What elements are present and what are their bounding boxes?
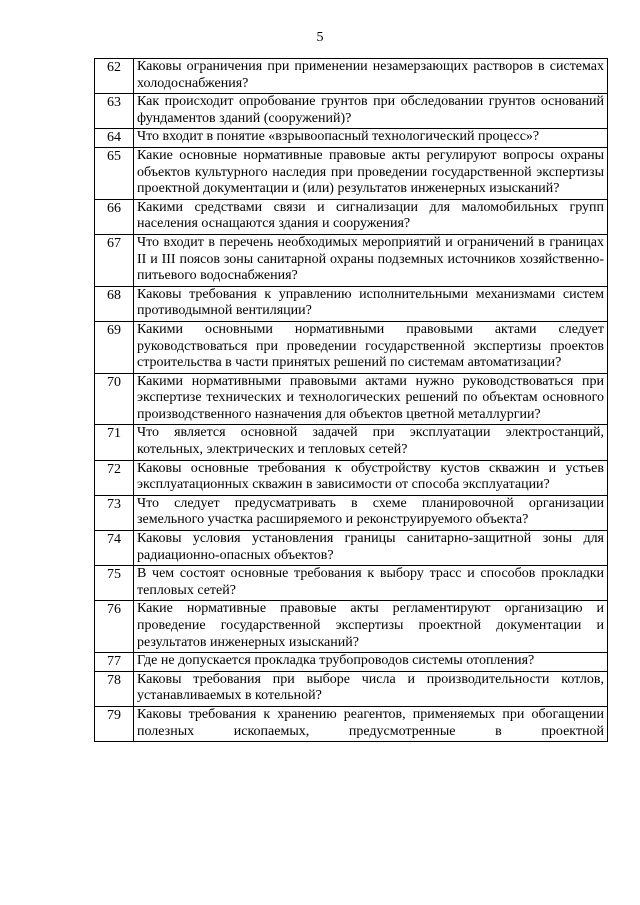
question-number: 78 [95, 671, 134, 706]
question-row [95, 531, 608, 566]
question-row [95, 286, 608, 321]
question-row [95, 566, 608, 601]
question-text: Каковы основные требования к обустройству кустов скважин и устьев эксплуатационных скважин в зависимости от способа эксплуатации? [134, 460, 608, 495]
question-number: 69 [95, 321, 134, 373]
question-text: Каковы требования при выборе числа и производительности котлов, устанавливаемых в котельной? [134, 671, 608, 706]
question-number: 63 [95, 94, 134, 129]
question-text: Какие основные нормативные правовые акты регулируют вопросы охраны объектов культурного наследия при проведении государственной экспертизы проектной документации и (или) результатов инженерных изысканий? [134, 147, 608, 199]
question-number: 72 [95, 460, 134, 495]
question-text: Где не допускается прокладка трубопроводов системы отопления? [134, 653, 608, 672]
page-number: 5 [316, 30, 324, 45]
question-text: Что входит в понятие «взрывоопасный технологический процесс»? [134, 129, 608, 148]
question-number: 76 [95, 601, 134, 653]
question-row [95, 495, 608, 530]
question-text: Каковы ограничения при применении незамерзающих растворов в системах холодоснабжения? [134, 59, 608, 94]
question-text: Как происходит опробование грунтов при обследовании грунтов оснований фундаментов зданий (сооружений)? [134, 94, 608, 129]
question-row [95, 706, 608, 741]
question-number: 64 [95, 129, 134, 148]
question-number: 75 [95, 566, 134, 601]
question-row [95, 653, 608, 672]
question-number: 67 [95, 234, 134, 286]
question-number: 70 [95, 373, 134, 425]
question-row [95, 601, 608, 653]
question-row [95, 460, 608, 495]
question-row [95, 671, 608, 706]
question-number: 62 [95, 59, 134, 94]
question-row [95, 373, 608, 425]
question-text: Какими средствами связи и сигнализации для маломобильных групп населения оснащаются здания и сооружения? [134, 199, 608, 234]
question-row [95, 234, 608, 286]
question-number: 71 [95, 425, 134, 460]
question-number: 79 [95, 706, 134, 741]
question-row [95, 199, 608, 234]
question-row [95, 147, 608, 199]
question-row [95, 59, 608, 94]
question-number: 68 [95, 286, 134, 321]
question-text: В чем состоят основные требования к выбору трасс и способов прокладки тепловых сетей? [134, 566, 608, 601]
question-text: Каковы требования к управлению исполнительными механизмами систем противодымной вентиляции? [134, 286, 608, 321]
question-text: Что следует предусматривать в схеме планировочной организации земельного участка расширяемого и реконструируемого объекта? [134, 495, 608, 530]
questions-table-body [95, 59, 608, 742]
question-text: Каковы условия установления границы санитарно-защитной зоны для радиационно-опасных объектов? [134, 531, 608, 566]
question-text: Какие нормативные правовые акты регламентируют организацию и проведение государственной экспертизы проектной документации и результатов инженерных изысканий? [134, 601, 608, 653]
questions-table [94, 58, 608, 742]
question-number: 66 [95, 199, 134, 234]
question-number: 65 [95, 147, 134, 199]
question-number: 77 [95, 653, 134, 672]
question-number: 74 [95, 531, 134, 566]
question-row [95, 321, 608, 373]
question-row [95, 425, 608, 460]
question-text: Какими основными нормативными правовыми актами следует руководствоваться при проведении государственной экспертизы проектов строительства в части принятых решений по системам автоматизации? [134, 321, 608, 373]
question-number: 73 [95, 495, 134, 530]
question-row [95, 129, 608, 148]
question-text: Что входит в перечень необходимых мероприятий и ограничений в границах II и III поясов зоны санитарной охраны подземных источников хозяйственно-питьевого водоснабжения? [134, 234, 608, 286]
question-text: Что является основной задачей при эксплуатации электростанций, котельных, электрических и тепловых сетей? [134, 425, 608, 460]
question-text: Какими нормативными правовыми актами нужно руководствоваться при экспертизе технических и технологических решений по объектам основного производственного назначения для объектов цветной металлургии? [134, 373, 608, 425]
question-text: Каковы требования к хранению реагентов, применяемых при обогащении полезных ископаемых, предусмотренные в проектной [134, 706, 608, 741]
question-row [95, 94, 608, 129]
